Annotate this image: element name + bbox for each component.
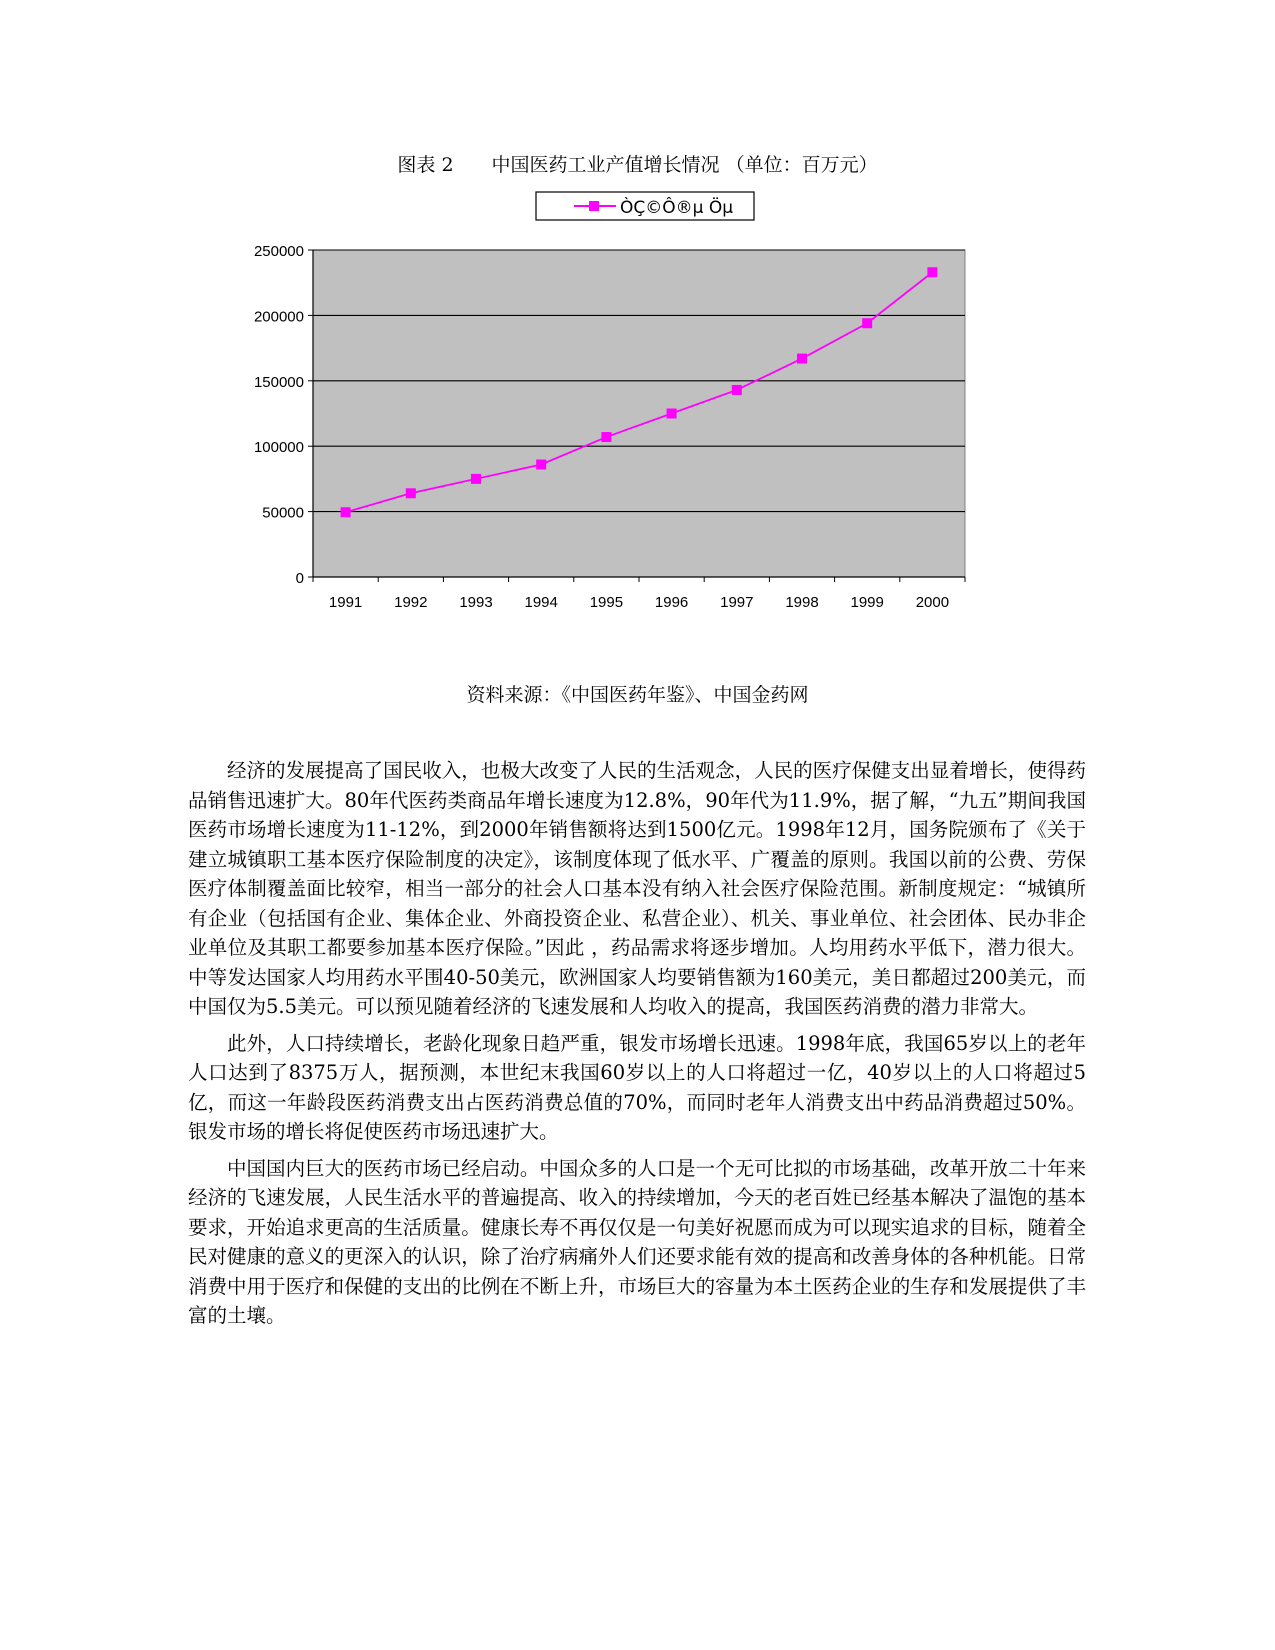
data-point	[406, 488, 416, 498]
y-tick-label: 150000	[253, 373, 304, 391]
x-tick-label: 1996	[654, 594, 689, 611]
x-tick-label: 1998	[785, 594, 819, 611]
production-value-chart	[240, 190, 1000, 630]
data-point	[536, 460, 546, 470]
legend-label: ÒÇ©Ô®µ Öµ	[620, 198, 734, 218]
plot-area	[313, 250, 965, 577]
data-point	[862, 318, 872, 328]
chart-legend	[536, 192, 754, 220]
x-tick-label: 1992	[394, 594, 428, 611]
body-text	[188, 756, 1086, 1338]
x-tick-label: 1991	[328, 594, 363, 611]
data-point	[797, 354, 807, 364]
x-tick-label: 1993	[459, 594, 493, 611]
figure-caption: 图表 2 中国医药工业产值增长情况 （单位：百万元）	[397, 154, 878, 176]
data-point	[471, 474, 481, 484]
data-point	[927, 267, 937, 277]
y-tick-label: 100000	[253, 439, 304, 457]
x-tick-label: 1994	[524, 594, 558, 611]
y-tick-label: 250000	[253, 243, 304, 260]
data-point	[667, 409, 677, 419]
y-tick-label: 200000	[253, 308, 304, 326]
y-tick-label: 50000	[262, 504, 304, 522]
paragraph-3: 中国国内巨大的医药市场已经启动。中国众多的人口是一个无可比拟的市场基础，改革开放二十年来经济的飞速发展，人民生活水平的普遍提高、收入的持续增加，今天的老百姓已经基本解决了温饱的基本要求，开始追求更高的生活质量。健康长寿不再仅仅是一句美好祝愿而成为可以现实追求的目标，随着全民对健康的意义的更深入的认识，除了治疗病痛外人们还要求能有效的提高和改善身体的各种机能。日常消费中用于医疗和保健的支出的比例在不断上升，市场巨大的容量为本土医药企业的生存和发展提供了丰富的土壤。	[188, 1156, 1086, 1327]
paragraph-1: 经济的发展提高了国民收入，也极大改变了人民的生活观念，人民的医疗保健支出显着增长，使得药品销售迅速扩大。80年代医药类商品年增长速度为12.8%，90年代为11.9%，据了解，“九五”期间我国医药市场增长速度为11-12%，到2000年销售额将达到1500亿元。1998年12月，国务院颁布了《关于建立城镇职工基本医疗保险制度的决定》，该制度体现了低水平、广覆盖的原则。我国以前的公费、劳保医疗体制覆盖面比较窄，相当一部分的社会人口基本没有纳入社会医疗保险范围。新制度规定：“城镇所有企业（包括国有企业、集体企业、外商投资企业、私营企业）、机关、事业单位、社会团体、民办非企业单位及其职工都要参加基本医疗保险。”因此 ，药品需求将逐步增加。人均用药水平低下，潜力很大。中等发达国家人均用药水平围40-50美元，欧洲国家人均要销售额为160美元，美日都超过200美元，而中国仅为5.5美元。可以预见随着经济的飞速发展和人均收入的提高，我国医药消费的潜力非常大。	[188, 759, 1086, 1018]
x-tick-label: 1995	[589, 594, 624, 611]
data-point	[341, 507, 351, 517]
x-tick-label: 1997	[720, 594, 754, 611]
y-tick-label: 0	[295, 570, 304, 587]
source-note: 资料来源：《中国医药年鉴》、中国金药网	[466, 684, 809, 706]
paragraph-2: 此外，人口持续增长，老龄化现象日趋严重，银发市场增长迅速。1998年底，我国65岁以上的老年人口达到了8375万人，据预测，本世纪末我国60岁以上的人口将超过一亿，40岁以上的人口将超过5亿，而这一年龄段医药消费支出占医药消费总值的70%，而同时老年人消费支出中药品消费超过50%。银发市场的增长将促使医药市场迅速扩大。	[188, 1031, 1086, 1143]
x-tick-label: 2000	[915, 594, 950, 611]
data-point	[732, 385, 742, 395]
x-tick-label: 1999	[850, 594, 884, 611]
data-point	[601, 432, 611, 442]
